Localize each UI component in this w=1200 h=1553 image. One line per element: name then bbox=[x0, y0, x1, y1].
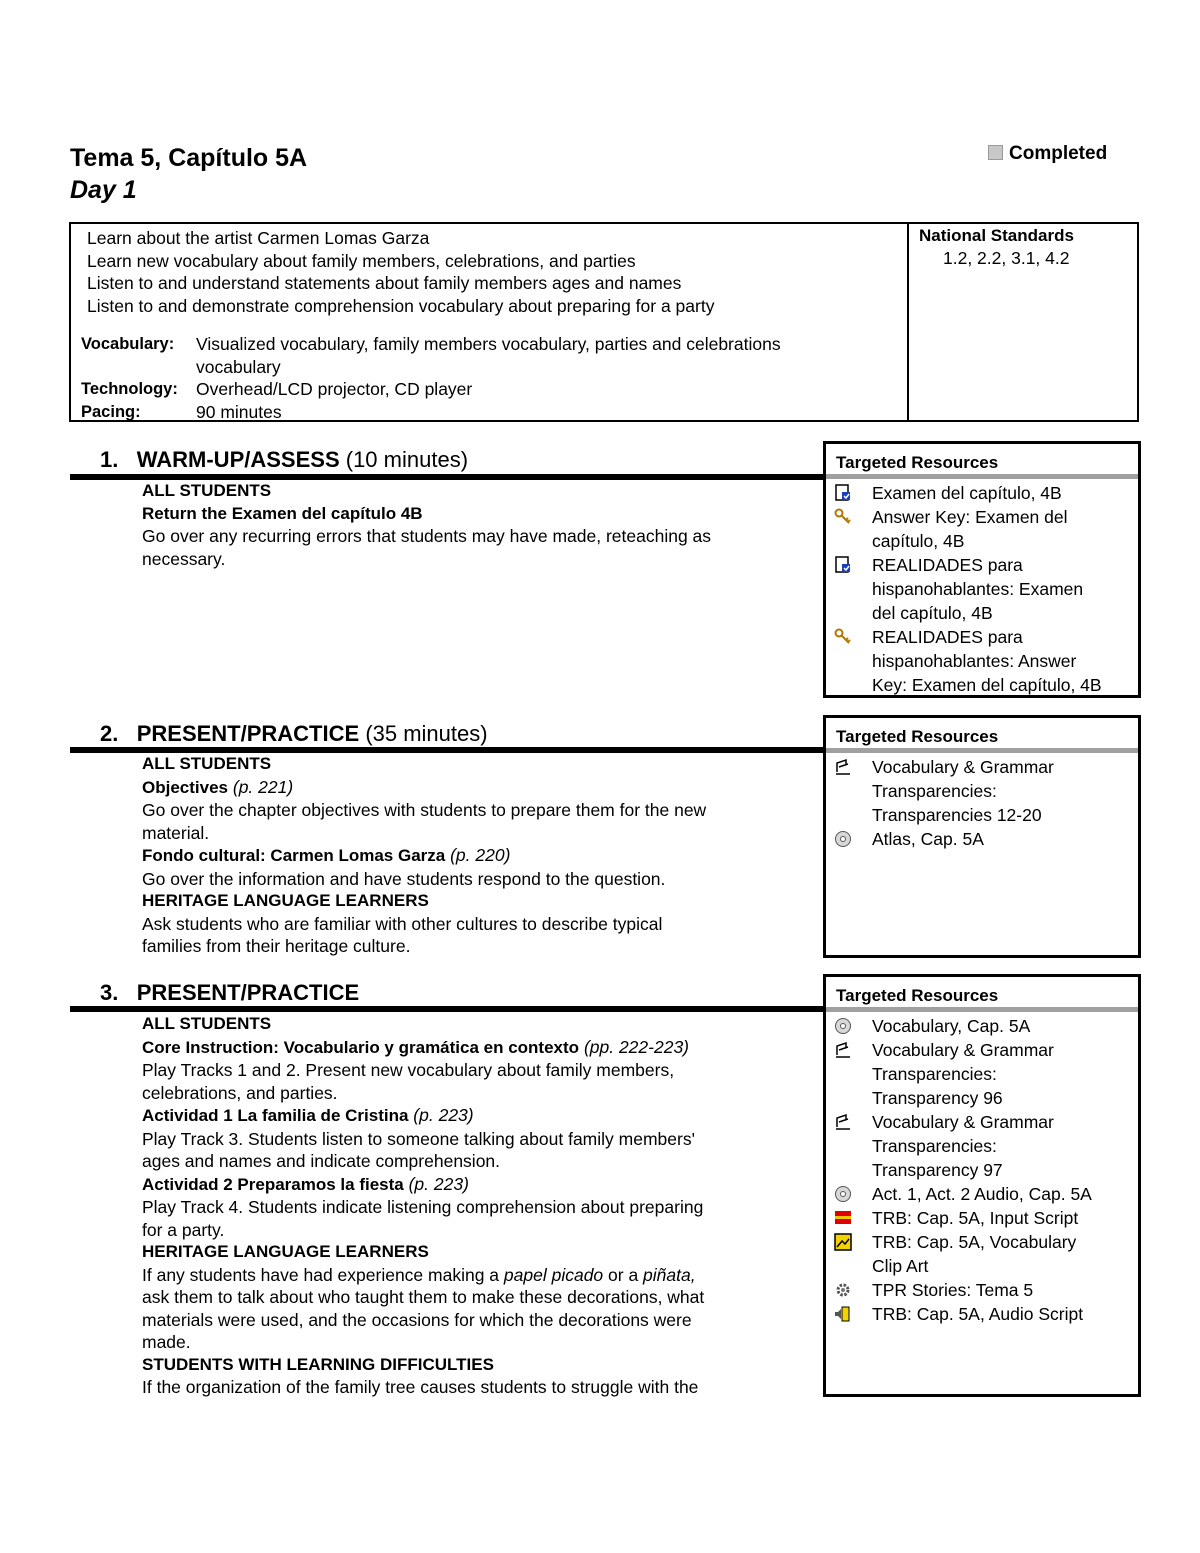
resource-label: REALIDADES para hispanohablantes: Examen del capítulo, 4B bbox=[872, 555, 1084, 623]
audience-heading: ALL STUDENTS bbox=[142, 754, 272, 773]
resource-label: Act. 1, Act. 2 Audio, Cap. 5A bbox=[872, 1184, 1092, 1204]
resources-bar bbox=[826, 748, 1138, 753]
section-duration: (10 minutes) bbox=[345, 447, 469, 472]
goal-item: Learn new vocabulary about family members, celebrations, and parties bbox=[87, 250, 636, 271]
section-number: 1. bbox=[100, 447, 119, 472]
section-2-body bbox=[142, 753, 792, 958]
heritage-text: families from their heritage culture. bbox=[142, 936, 411, 956]
resource-label: TRB: Cap. 5A, Audio Script bbox=[872, 1304, 1084, 1324]
resource-label: Atlas, Cap. 5A bbox=[872, 829, 984, 849]
section-2-heading bbox=[100, 720, 488, 748]
fondo-heading: Fondo cultural: Carmen Lomas Garza (p. 220) bbox=[142, 845, 511, 865]
standards-value: 1.2, 2.2, 3.1, 4.2 bbox=[943, 248, 1070, 268]
national-standards bbox=[919, 225, 1074, 269]
section-number: 3. bbox=[100, 980, 119, 1005]
key-icon bbox=[834, 505, 872, 553]
goal-item: Listen to and demonstrate comprehension vocabulary about preparing for a party bbox=[87, 295, 715, 316]
lesson-meta bbox=[81, 333, 856, 423]
resource-item bbox=[826, 755, 1138, 827]
pacing-label: Pacing: bbox=[81, 402, 141, 421]
resource-label: TRB: Cap. 5A, Vocabulary Clip Art bbox=[872, 1232, 1077, 1276]
activity-heading: Return the Examen del capítulo 4B bbox=[142, 503, 423, 523]
resources-title: Targeted Resources bbox=[836, 727, 999, 746]
resource-item bbox=[826, 1206, 1138, 1230]
core-text: Play Tracks 1 and 2. Present new vocabulary about family members, bbox=[142, 1060, 675, 1080]
resource-label: TPR Stories: Tema 5 bbox=[872, 1280, 1034, 1300]
actividad-2-text: Play Track 4. Students indicate listening comprehension about preparing bbox=[142, 1197, 704, 1217]
heritage-text: materials were used, and the occasions for which the decorations were bbox=[142, 1309, 692, 1330]
resources-title: Targeted Resources bbox=[836, 453, 999, 472]
section-2-resources bbox=[823, 715, 1141, 958]
overview-box bbox=[69, 222, 1139, 422]
resource-item bbox=[826, 481, 1138, 505]
section-duration: (35 minutes) bbox=[365, 721, 488, 746]
section-1-heading bbox=[100, 446, 468, 474]
core-heading: Core Instruction: Vocabulario y gramática en contexto (pp. 222-223) bbox=[142, 1036, 690, 1057]
test-icon bbox=[834, 553, 872, 625]
objectives-text: Go over the chapter objectives with students to prepare them for the new bbox=[142, 800, 707, 820]
clipart-icon bbox=[834, 1230, 872, 1278]
objectives-text: material. bbox=[142, 822, 210, 843]
resource-label: Vocabulary, Cap. 5A bbox=[872, 1016, 1031, 1036]
goal-item: Listen to and understand statements about family members ages and names bbox=[87, 273, 682, 293]
completed-label: Completed bbox=[1009, 143, 1108, 164]
audience-heading: ALL STUDENTS bbox=[142, 1014, 272, 1033]
cd-icon bbox=[834, 1182, 872, 1206]
resource-item bbox=[826, 1110, 1138, 1182]
test-icon bbox=[834, 481, 872, 505]
resource-label: Answer Key: Examen del capítulo, 4B bbox=[872, 507, 1068, 551]
difficulties-text: If the organization of the family tree causes students to struggle with the bbox=[142, 1377, 699, 1397]
resource-item bbox=[826, 1182, 1138, 1206]
audio-script-icon bbox=[834, 1302, 872, 1326]
gear-icon bbox=[834, 1278, 872, 1302]
transparency-icon bbox=[834, 1110, 872, 1182]
heritage-text: made. bbox=[142, 1332, 191, 1352]
resource-label: Vocabulary & Grammar Transparencies: Transparency 96 bbox=[872, 1040, 1054, 1108]
goal-item: Learn about the artist Carmen Lomas Garza bbox=[87, 228, 430, 248]
completed-checkbox[interactable] bbox=[988, 142, 1107, 166]
vocabulary-value: Visualized vocabulary, family members vocabulary, parties and celebrations vocabulary bbox=[196, 334, 781, 377]
checkbox-icon[interactable] bbox=[988, 145, 1003, 160]
section-title: PRESENT/PRACTICE bbox=[136, 980, 360, 1005]
section-number: 2. bbox=[100, 721, 119, 746]
resource-label: Vocabulary & Grammar Transparencies: Transparencies 12-20 bbox=[872, 757, 1054, 825]
activity-text: necessary. bbox=[142, 548, 226, 569]
difficulties-heading: STUDENTS WITH LEARNING DIFFICULTIES bbox=[142, 1354, 494, 1374]
resource-item bbox=[826, 827, 1138, 851]
audience-heading: ALL STUDENTS bbox=[142, 481, 272, 500]
vocabulary-label: Vocabulary: bbox=[81, 335, 175, 353]
resource-list bbox=[826, 481, 1138, 697]
resource-label: Vocabulary & Grammar Transparencies: Transparency 97 bbox=[872, 1112, 1054, 1180]
resources-bar bbox=[826, 474, 1138, 479]
resource-item bbox=[826, 625, 1138, 697]
page-title: Tema 5, Capítulo 5A bbox=[70, 144, 308, 172]
pacing-value: 90 minutes bbox=[196, 401, 282, 422]
section-3-body bbox=[142, 1013, 792, 1399]
actividad-2-text: for a party. bbox=[142, 1219, 225, 1240]
transparency-icon bbox=[834, 755, 872, 827]
transparency-icon bbox=[834, 1038, 872, 1110]
resource-list bbox=[826, 1014, 1138, 1326]
resource-label: Examen del capítulo, 4B bbox=[872, 483, 1062, 503]
resource-item bbox=[826, 505, 1138, 553]
fondo-text: Go over the information and have students respond to the question. bbox=[142, 868, 666, 889]
cd-icon bbox=[834, 1014, 872, 1038]
heritage-heading: HERITAGE LANGUAGE LEARNERS bbox=[142, 1242, 429, 1261]
resources-bar bbox=[826, 1007, 1138, 1012]
section-1-resources bbox=[823, 441, 1141, 698]
actividad-1-text: Play Track 3. Students listen to someone talking about family members' bbox=[142, 1128, 695, 1149]
technology-value: Overhead/LCD projector, CD player bbox=[196, 379, 473, 399]
resource-item bbox=[826, 1038, 1138, 1110]
section-3-heading bbox=[100, 979, 359, 1007]
activity-text: Go over any recurring errors that students may have made, reteaching as bbox=[142, 526, 712, 546]
goals-list bbox=[87, 227, 714, 317]
actividad-1-heading: Actividad 1 La familia de Cristina (p. 223) bbox=[142, 1105, 474, 1125]
cd-icon bbox=[834, 827, 872, 851]
technology-label: Technology: bbox=[81, 380, 178, 398]
heritage-text: ask them to talk about who taught them to make these decorations, what bbox=[142, 1287, 705, 1307]
heritage-heading: HERITAGE LANGUAGE LEARNERS bbox=[142, 891, 429, 910]
resource-list bbox=[826, 755, 1138, 851]
standards-label: National Standards bbox=[919, 226, 1074, 245]
resource-item bbox=[826, 1014, 1138, 1038]
resource-label: REALIDADES para hispanohablantes: Answer Key: Examen del capítulo, 4B bbox=[872, 627, 1102, 695]
heritage-text: If any students have had experience making a papel picado or a piñata, bbox=[142, 1264, 696, 1285]
resource-item bbox=[826, 1230, 1138, 1278]
overview-divider bbox=[907, 224, 909, 420]
day-label: Day 1 bbox=[70, 176, 137, 204]
actividad-2-heading: Actividad 2 Preparamos la fiesta (p. 223) bbox=[142, 1173, 469, 1194]
section-3-resources bbox=[823, 974, 1141, 1397]
core-text: celebrations, and parties. bbox=[142, 1082, 338, 1103]
heritage-text: Ask students who are familiar with other cultures to describe typical bbox=[142, 913, 663, 934]
key-icon bbox=[834, 625, 872, 697]
resource-item bbox=[826, 1278, 1138, 1302]
actividad-1-text: ages and names and indicate comprehension. bbox=[142, 1151, 501, 1171]
resource-label: TRB: Cap. 5A, Input Script bbox=[872, 1208, 1079, 1228]
resources-title: Targeted Resources bbox=[836, 986, 999, 1005]
section-title: PRESENT/PRACTICE bbox=[136, 721, 360, 746]
section-title: WARM-UP/ASSESS bbox=[136, 447, 340, 472]
objectives-heading: Objectives (p. 221) bbox=[142, 776, 294, 797]
resource-item bbox=[826, 1302, 1138, 1326]
script-icon bbox=[834, 1206, 872, 1230]
section-3-rule bbox=[70, 1006, 824, 1012]
resource-item bbox=[826, 553, 1138, 625]
section-1-body bbox=[142, 480, 792, 570]
